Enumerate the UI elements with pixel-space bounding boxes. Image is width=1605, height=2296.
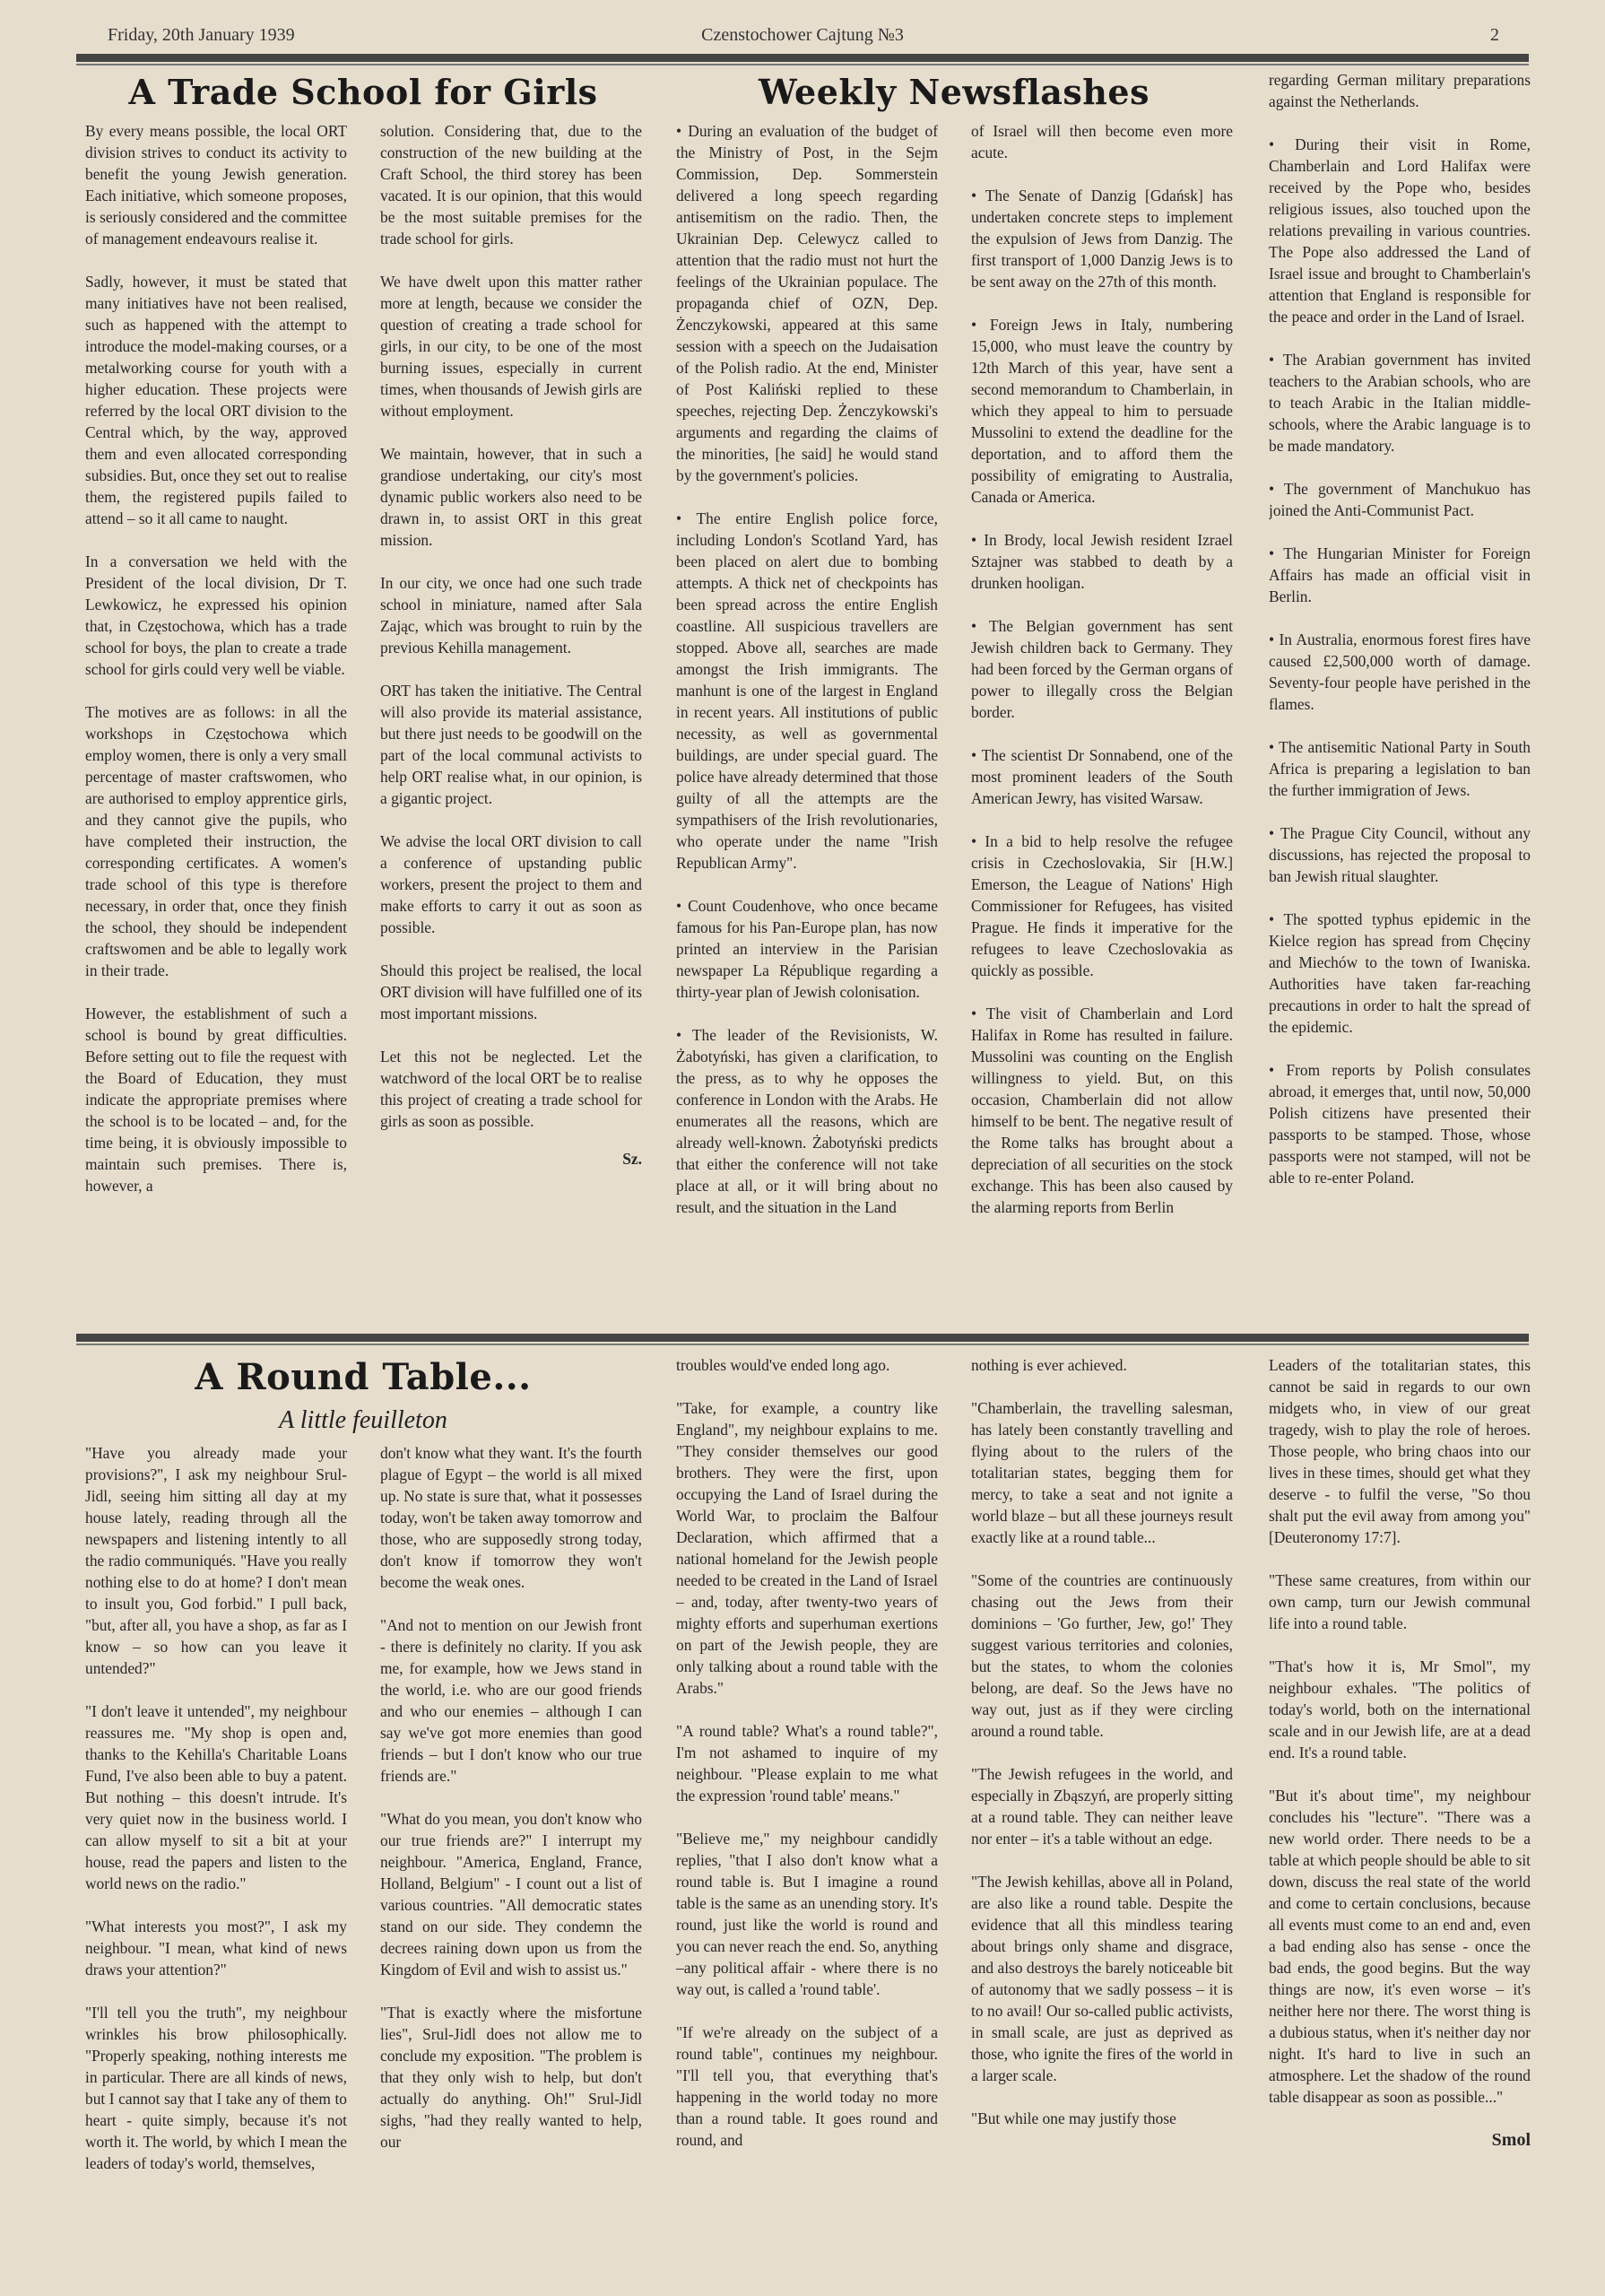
paragraph: solution. Considering that, due to the construction of the new building at the Craft School, the third storey has been vacated. It is our opinion, that this would be the most suitable premises for the trade school for girls. xyxy=(380,122,642,248)
paragraph: "What do you mean, you don't know who our true friends are?" I interrupt my neighbour. "America, England, France, Holland, Belgium" - I count out a list of various countries. "All democratic states stand on our side. They condemn the decrees raining down upon us from the Kingdom of Evil and wish to assist us." xyxy=(380,1810,642,1979)
paragraph: • In Brody, local Jewish resident Izrael Sztajner was stabbed to death by a drunken hooligan. xyxy=(971,531,1233,592)
paragraph: • The Hungarian Minister for Foreign Affairs has made an official visit in Berlin. xyxy=(1269,544,1531,605)
paragraph: "A round table? What's a round table?", I'm not ashamed to inquire of my neighbour. "Please explain to me what the expression 'round table' means." xyxy=(676,1722,938,1805)
round-table-column-5 xyxy=(1269,1354,1531,2278)
round-table-subtitle: A little feuilleton xyxy=(279,1406,447,1434)
paragraph: "What interests you most?", I ask my neighbour. "I mean, what kind of news draws your attention?" xyxy=(85,1918,347,1979)
middle-rule xyxy=(76,1334,1529,1342)
round-table-column-4 xyxy=(971,1354,1233,2269)
paragraph: "And not to mention on our Jewish front - there is definitely no clarity. If you ask me, for example, how we Jews stand in the world, i.e. who are our good friends and who our enemies – although I can say we've got more enemies than good friends – but I don't know who our true friends are." xyxy=(380,1616,642,1785)
paragraph: "I don't leave it untended", my neighbour reassures me. "My shop is open and, thanks to the Kehilla's Charitable Loans Fund, I've also been able to buy a patent. But nothing – this doesn't intrude. It's very quiet now in the business world. I can allow myself to sit a bit at your house, read the papers and listen to the world news on the radio." xyxy=(85,1702,347,1892)
paragraph: nothing is ever achieved. xyxy=(971,1356,1127,1374)
paragraph: • Count Coudenhove, who once became famous for his Pan-Europe plan, has now printed an interview in the Parisian newspaper La République regarding a thirty-year plan of Jewish colonisation. xyxy=(676,897,938,1001)
paragraph: "That is exactly where the misfortune lies", Srul-Jidl does not allow me to conclude my exposition. "The problem is that they only wish to help, but don't actually do anything. Oh!" Srul-Jidl sighs, "had they really wanted to help, our xyxy=(380,2004,642,2151)
paragraph: We advise the local ORT division to call a conference of upstanding public workers, present the project to them and make efforts to carry it out as soon as possible. xyxy=(380,832,642,936)
paragraph: We have dwelt upon this matter rather more at length, because we consider the question of creating a trade school for girls, in our city, to be one of the most burning issues, especially in current times, when thousands of Jewish girls are without employment. xyxy=(380,273,642,420)
paragraph: • The Prague City Council, without any discussions, has rejected the proposal to ban Jewish ritual slaughter. xyxy=(1269,824,1531,885)
paragraph: • In Australia, enormous forest fires have caused £2,500,000 worth of damage. Seventy-four people have perished in the flames. xyxy=(1269,631,1531,713)
paragraph: The motives are as follows: in all the workshops in Częstochowa which employ women, there is only a very small percentage of master craftswomen, who are authorised to employ apprentice girls, and they cannot give the pupils, who have completed their instruction, the corresponding certificates. A women's trade school of this type is therefore necessary, in order that, once they finish the school, they should be independent craftswomen and be able to legally work in their trade. xyxy=(85,703,347,979)
paragraph: • The spotted typhus epidemic in the Kielce region has spread from Chęciny and Miechów to the town of Iwaniska. Authorities have taken far-reaching precautions in order to halt the spread of the epidemic. xyxy=(1269,910,1531,1036)
trade-school-title: A Trade School for Girls xyxy=(128,72,598,112)
newsflashes-column-1 xyxy=(676,120,938,1326)
paragraph: • The Arabian government has invited teachers to the Arabian schools, who are to teach Arabic in the Italian middle-schools, where the Arabic language is to be made mandatory. xyxy=(1269,351,1531,455)
paragraph: Should this project be realised, the local ORT division will have fulfilled one of its most important missions. xyxy=(380,961,642,1022)
paragraph: By every means possible, the local ORT division strives to conduct its activity to benefit the young Jewish generation. Each initiative, which someone proposes, is seriously considered and the committee of management endeavours realise it. xyxy=(85,122,347,248)
paragraph: Let this not be neglected. Let the watchword of the local ORT be to realise this project of creating a trade school for girls as soon as possible. xyxy=(380,1048,642,1130)
paragraph: • From reports by Polish consulates abroad, it emerges that, until now, 50,000 Polish citizens have presented their passports to be stamped. Those, whose passports were not stamped, will not be able to re-enter Poland. xyxy=(1269,1061,1531,1187)
issue-date: Friday, 20th January 1939 xyxy=(108,25,295,45)
paragraph: "That's how it is, Mr Smol", my neighbour exhales. "The politics of today's world, both on the international scale and in our Jewish life, are at a dead end. It's a round table. xyxy=(1269,1657,1531,1761)
paragraph: • The Senate of Danzig [Gdańsk] has undertaken concrete steps to implement the expulsion of Jews from Danzig. The first transport of 1,000 Danzig Jews is to be sent away on the 27th of this month. xyxy=(971,187,1233,291)
paragraph: regarding German military preparations against the Netherlands. xyxy=(1269,71,1531,110)
trade-school-column-1 xyxy=(85,120,347,1326)
newsflashes-title: Weekly Newsflashes xyxy=(758,72,1150,112)
paragraph: • During their visit in Rome, Chamberlain and Lord Halifax were received by the Pope who, besides religious issues, also touched upon the relations prevailing in various countries. The Pope also addressed the Land of Israel issue and brought to Chamberlain's attention that England is responsible for the peace and order in the Land of Israel. xyxy=(1269,135,1531,326)
paragraph: "Some of the countries are continuously chasing out the Jews from their dominions – 'Go further, Jew, go!' They suggest various territories and colonies, but the states, to whom the colonies belong, are deaf. So the Jews have no way out, just as if they were circling around a round table. xyxy=(971,1571,1233,1740)
paragraph: ORT has taken the initiative. The Central will also provide its material assistance, but there just needs to be goodwill on the part of the local communal activists to help ORT realise what, in our opinion, is a gigantic project. xyxy=(380,682,642,807)
paragraph: • The scientist Dr Sonnabend, one of the most prominent leaders of the South American Jewry, has visited Warsaw. xyxy=(971,746,1233,807)
author-signature: Smol xyxy=(1491,2130,1531,2150)
paragraph: "I'll tell you the truth", my neighbour wrinkles his brow philosophically. "Properly speaking, nothing interests me in particular. There are all kinds of news, but I cannot say that I take any of them to heart - quite simply, because it's not worth it. The world, by which I mean the leaders of today's world, themselves, xyxy=(85,2004,347,2172)
paragraph: "Have you already made your provisions?", I ask my neighbour Srul-Jidl, seeing him sitting all day at my house lately, reading through all the newspapers and listening intently to all the radio communiqués. "Have you really nothing else to do at home? I don't mean to insult you, God forbid." I pull back, "but, after all, you have a shop, as far as I know – so how can you leave it untended?" xyxy=(85,1444,347,1677)
paragraph: • The visit of Chamberlain and Lord Halifax in Rome has resulted in failure. Mussolini was counting on the English willingness to yield. But, on this occasion, Chamberlain did not allow himself to be bent. The negative result of the Rome talks has brought about a depreciation of all securities on the stock exchange. This has been also caused by the alarming reports from Berlin xyxy=(971,1004,1233,1216)
newsflashes-column-2 xyxy=(971,120,1233,1326)
newsflashes-column-3 xyxy=(1269,69,1531,1326)
paragraph: • The entire English police force, including London's Scotland Yard, has been placed on alert due to bombing attempts. A thick net of checkpoints has been spread across the entire English coastline. All suspicious travellers are stopped. Above all, searches are made amongst the Irish immigrants. The manhunt is one of the largest in England in recent years. All institutions of public necessity, as well as governmental buildings, are under special guard. The police have already determined that those guilty of all the attempts are the sympathisers of the Irish revolutionaries, who operate under the name "Irish Republican Army". xyxy=(676,509,938,872)
paragraph: "The Jewish kehillas, above all in Poland, are also like a round table. Despite the evidence that all this mindless tearing about brings only shame and disgrace, and also destroys the barely noticeable bit of autonomy that we sadly possess – it is to no avail! Our so-called public activists, in small scale, are just as deprived as those, who ignite the fires of the world in a larger scale. xyxy=(971,1873,1233,2084)
paragraph: "Take, for example, a country like England", my neighbour explains to me. "They consider themselves our good brothers. They were the first, upon occupying the Land of Israel during the World War, to proclaim the Balfour Declaration, which affirmed that a national homeland for the Jewish people needed to be created in the Land of Israel – and, today, after twenty-two years of mighty efforts and superhuman exertions on part of the Jewish people, they are only talking about a round table with the Arabs." xyxy=(676,1399,938,1697)
paragraph: Leaders of the totalitarian states, this cannot be said in regards to our own midgets who, in view of our great tragedy, wish to play the role of heroes. Those people, who bring chaos into our lives in these times, should get what they deserve - to fulfil the verse, "So thou shalt put the evil away from among you" [Deuteronomy 17:7]. xyxy=(1269,1356,1531,1546)
page-number: 2 xyxy=(1490,25,1499,45)
paragraph: troubles would've ended long ago. xyxy=(676,1356,890,1374)
paragraph: • The leader of the Revisionists, W. Żabotyński, has given a clarification, to the press, as to why he opposes the conference in London with the Arabs. He enumerates all the reasons, which are already well-known. Żabotyński predicts that either the conference will not take place at all, or it will bring about no result, and the situation in the Land xyxy=(676,1026,938,1216)
author-signature: Sz. xyxy=(622,1150,642,1168)
trade-school-column-2 xyxy=(380,120,642,1326)
paragraph: "Chamberlain, the travelling salesman, has lately been constantly travelling and flying about to the rulers of the totalitarian states, begging them for mercy, to take a seat and not ignite a world blaze – but all these journeys result exactly like at a round table... xyxy=(971,1399,1233,1546)
round-table-column-1 xyxy=(85,1442,347,2267)
round-table-column-2 xyxy=(380,1442,642,2267)
paragraph: • In a bid to help resolve the refugee crisis in Czechoslovakia, Sir [H.W.] Emerson, the League of Nations' High Commissioner for Refugees, has visited Prague. He finds it imperative for the refugees to leave Czechoslovakia as quickly as possible. xyxy=(971,832,1233,979)
paragraph: • Foreign Jews in Italy, numbering 15,000, who must leave the country by 12th March of this year, have sent a second memorandum to Chamberlain, in which they appeal to him to persuade Mussolini to extend the deadline for the deportation, and to afford them the possibility of emigrating to Australia, Canada or America. xyxy=(971,316,1233,506)
paragraph: • During an evaluation of the budget of the Ministry of Post, in the Sejm Commission, Dep. Sommerstein delivered a long speech regarding antisemitism on the radio. Then, the Ukrainian Dep. Celewycz called to attention that the radio must not hurt the feelings of the Ukrainian populace. The propaganda chief of OZN, Dep. Żenczykowski, appeared at this same session with a speech on the Judaisation of the Polish radio. At the end, Minister of Post Kaliński replied to these speeches, rejecting Dep. Żenczykowski's arguments and regarding the claims of the minorities, [he said] he would stand by the government's policies. xyxy=(676,122,938,484)
paragraph: "Believe me," my neighbour candidly replies, "that I also don't know what a round table is. But I imagine a round table is the same as an unending story. It's round, just like the world is round and you can never reach the end. So, anything –any political affair - where there is no way out, is called a 'round table'. xyxy=(676,1830,938,1998)
paragraph: • The Belgian government has sent Jewish children back to Germany. They had been forced by the German organs of power to illegally cross the Belgian border. xyxy=(971,617,1233,721)
top-rule xyxy=(76,54,1529,62)
paragraph: "These same creatures, from within our own camp, turn our Jewish communal life into a round table. xyxy=(1269,1571,1531,1632)
publication-name: Czenstochower Cajtung №3 xyxy=(701,25,904,45)
paragraph: • The antisemitic National Party in South Africa is preparing a legislation to ban the further immigration of Jews. xyxy=(1269,738,1531,799)
paragraph: of Israel will then become even more acute. xyxy=(971,122,1233,161)
paragraph: • The government of Manchukuo has joined the Anti-Communist Pact. xyxy=(1269,480,1531,519)
paragraph: In our city, we once had one such trade school in miniature, named after Sala Zając, which was brought to ruin by the previous Kehilla management. xyxy=(380,574,642,657)
paragraph: We maintain, however, that in such a grandiose undertaking, our city's most dynamic public workers also need to be drawn in, to assist ORT in this great mission. xyxy=(380,445,642,549)
round-table-column-3 xyxy=(676,1354,938,2269)
paragraph: "But while one may justify those xyxy=(971,2109,1176,2127)
round-table-title: A Round Table... xyxy=(195,1356,532,1398)
paragraph: In a conversation we held with the President of the local division, Dr T. Lewkowicz, he expressed his opinion that, in Częstochowa, which has a trade school for boys, the plan to create a trade school for girls could very well be viable. xyxy=(85,552,347,678)
paragraph: "The Jewish refugees in the world, and especially in Zbąszyń, are properly sitting at a round table. They can neither leave nor enter – it's a table without an edge. xyxy=(971,1765,1233,1848)
paragraph: "But it's about time", my neighbour concludes his "lecture". "There was a new world order. There needs to be a table at which people should be able to sit down, discuss the real state of the world and come to certain conclusions, because all events must come to an end and, even a bad ending also has sense - once the bad ends, the good begins. But the way things are now, it's even worse – it's neither here nor there. The worst thing is a dubious status, when it's neither day nor night. It's hard to live in such an atmosphere. Let the shadow of the round table disappear as soon as possible..." xyxy=(1269,1787,1531,2106)
paragraph: "If we're already on the subject of a round table", continues my neighbour. "I'll tell you, that everything that's happening in the world today no more than a round table. It goes round and round, and xyxy=(676,2023,938,2149)
paragraph: don't know what they want. It's the fourth plague of Egypt – the world is all mixed up. No state is sure that, what it possesses today, won't be taken away tomorrow and those, who are supposedly strong today, don't know if tomorrow they won't become the weak ones. xyxy=(380,1444,642,1591)
paragraph: However, the establishment of such a school is bound by great difficulties. Before setting out to file the request with the Board of Education, they must indicate the appropriate premises where the school is to be located – and, for the time being, it is obviously impossible to maintain such premises. There is, however, a xyxy=(85,1004,347,1195)
page-header xyxy=(0,20,1605,56)
paragraph: Sadly, however, it must be stated that many initiatives have not been realised, such as happened with the attempt to introduce the model-making courses, or a metalworking course for youth with a higher education. These projects were referred by the local ORT division to the Central which, by the way, approved them and even allocated corresponding subsidies. But, once they set out to realise them, the registered pupils failed to attend – so it all came to naught. xyxy=(85,273,347,527)
